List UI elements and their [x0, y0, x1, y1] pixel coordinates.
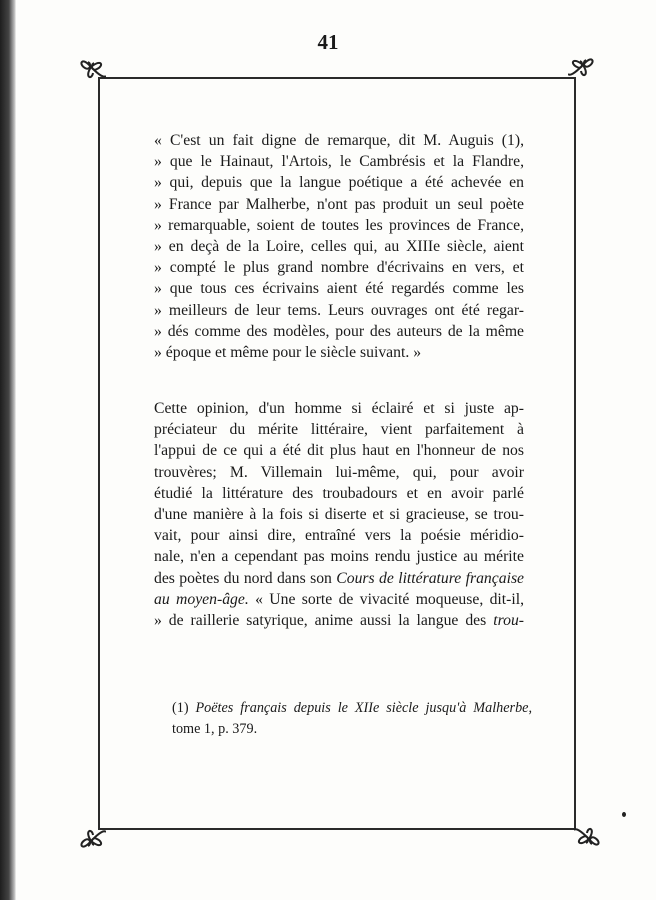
text-line: » qui, depuis que la langue poétique a été achevée en — [154, 174, 524, 192]
text-line: » époque et même pour le siècle suivant. » — [154, 343, 422, 361]
page-number: 41 — [317, 30, 339, 54]
quotation-block — [154, 130, 524, 363]
text-line: Cette opinion, d'un homme si éclairé et si juste ap- — [154, 400, 524, 417]
frame-left-rule — [98, 77, 100, 830]
line-text: « Une sorte de vivacité moqueuse, dit-il, — [255, 590, 524, 608]
frame-right-rule — [574, 77, 576, 830]
line-text: des poètes du nord dans son — [154, 569, 332, 587]
line-text: » de raillerie satyrique, anime aussi la langue des — [154, 611, 487, 629]
text-line: vait, pour ainsi dire, entraîné vers la poésie méridio- — [154, 527, 524, 545]
text-line: « C'est un fait digne de remarque, dit M. Auguis (1), — [154, 132, 524, 149]
italic-word: trou- — [493, 611, 525, 629]
footnote — [172, 698, 532, 740]
corner-ornament-icon — [568, 50, 598, 80]
footnote-title: Poëtes français depuis le XIIe siècle jusqu'à Malherbe, — [195, 700, 533, 716]
text-line: étudié la littérature des troubadours et en avoir parlé — [154, 484, 524, 502]
text-line: » dés comme des modèles, pour des auteurs de la même — [154, 322, 524, 340]
work-title: Cours de littérature française — [336, 569, 525, 587]
footnote-line — [172, 698, 532, 719]
footnote-marker: (1) — [172, 700, 189, 716]
corner-ornament-icon — [76, 826, 106, 856]
text-line: d'une manière à la fois si diserte et si gracieuse, se trou- — [154, 505, 524, 523]
corner-ornament-icon — [574, 824, 604, 854]
text-line: » que tous ces écrivains aient été regardés comme les — [154, 280, 524, 298]
text-line: » meilleurs de leur tems. Leurs ouvrages ont été regar- — [154, 301, 524, 319]
work-title: au moyen-âge. — [154, 590, 249, 608]
frame-top-rule — [100, 77, 576, 79]
page-edge-shadow — [0, 0, 16, 900]
corner-ornament-icon — [76, 52, 106, 82]
text-line — [154, 589, 524, 610]
text-line — [154, 610, 524, 631]
footnote-reference: tome 1, p. 379. — [172, 721, 258, 737]
text-line: l'appui de ce qui a été dit plus haut en l'honneur de nos — [154, 442, 524, 460]
text-line: » que le Hainaut, l'Artois, le Cambrésis et la Flandre, — [154, 153, 524, 171]
body-paragraph — [154, 398, 524, 631]
text-line: préciateur du mérite littéraire, vient parfaitement à — [154, 421, 524, 439]
text-line: » en deçà de la Loire, celles qui, au XIIIe siècle, aient — [154, 237, 524, 255]
text-line: nale, n'en a cependant pas moins rendu justice au mérite — [154, 548, 524, 566]
text-line — [154, 568, 524, 589]
frame-bottom-rule — [100, 828, 576, 830]
text-line: trouvères; M. Villemain lui-même, qui, pour avoir — [154, 463, 524, 481]
ink-speck — [622, 812, 626, 817]
text-line: » France par Malherbe, n'ont pas produit un seul poète — [154, 195, 524, 213]
text-line: » remarquable, soient de toutes les provinces de France, — [154, 216, 524, 234]
text-line: » compté le plus grand nombre d'écrivains en vers, et — [154, 259, 524, 277]
